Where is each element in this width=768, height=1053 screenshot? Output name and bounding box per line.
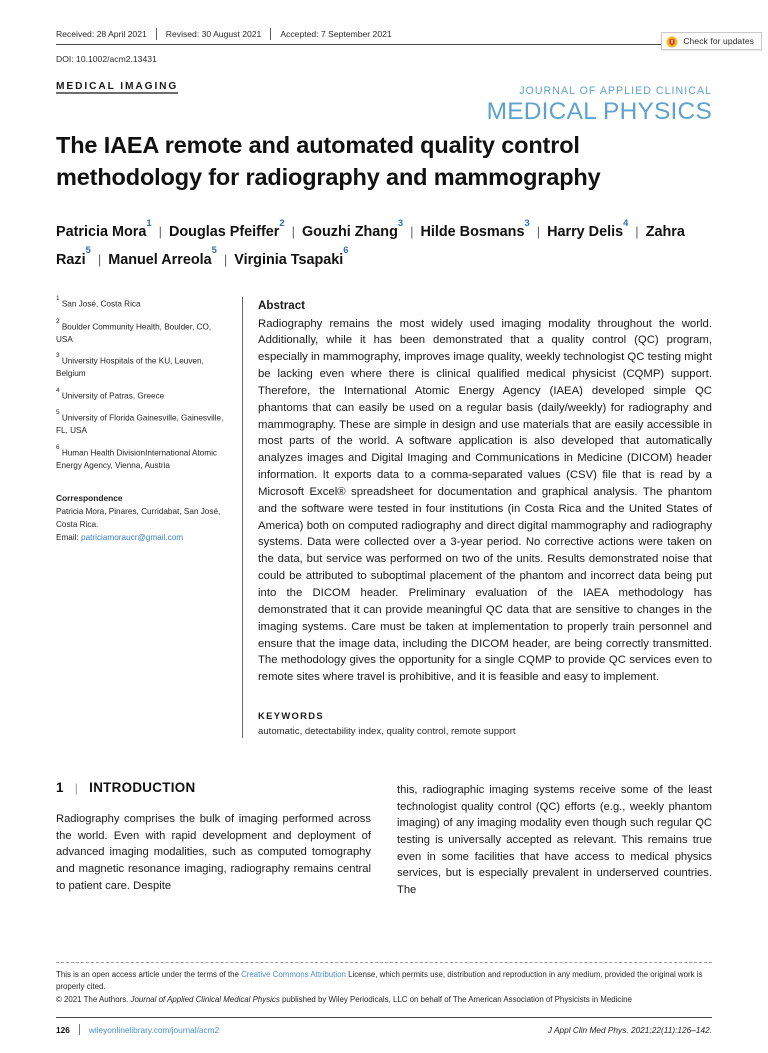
author-name: Zahra Razi [56,224,685,268]
author-separator: | [223,251,228,267]
author-list [56,218,712,273]
author-name: Harry Delis [547,224,624,241]
copyright-text [56,994,712,1006]
keywords-list: automatic, detectability index, quality control, remote support [258,726,516,738]
footer-bar [56,1017,712,1035]
paper-page [0,29,768,1053]
intro-column-left [56,780,371,898]
doi-text: DOI: 10.1002/acm2.13431 [56,54,157,64]
license-post: License, which permits use, distribution and reproduction in any medium, provided the original work is properly cited. [56,969,703,991]
author-separator: | [158,224,162,240]
correspondence-address: Patricia Mora, Pinares, Curridabat, San José, Costa Rica. [56,507,221,530]
affiliation-item [56,411,228,438]
author-2 [169,216,285,241]
front-matter [56,297,712,738]
author-7 [108,244,217,268]
affiliation-marker: 6 [56,443,60,451]
author-name: Patricia Mora [56,224,147,241]
history-revised: Revised: 30 August 2021 [165,29,262,39]
affiliation-item [56,443,228,473]
correspondence-email-row [56,532,228,545]
copyright-journal-name: Journal of Applied Clinical Medical Physics [130,994,280,1004]
history-received: Received: 28 April 2021 [56,29,147,39]
intro-text-right: this, radiographic imaging systems receive some of the least technologist quality control (QC) efforts (e.g., weekly phantom imaging) of any imaging modality even though such regular QC testing is universally accepted as relevant. This remains true even in some facilities that have access to medical physics services, but is especially prevalent in underserved countries. The [397,784,712,896]
journal-logo [487,86,712,124]
affiliation-item [56,386,228,403]
affiliation-text: San José, Costa Rica [59,300,141,310]
author-affiliation-marker: 6 [343,244,349,256]
author-name: Virginia Tsapaki [234,251,344,268]
author-name: Gouzhi Zhang [301,224,398,241]
affiliation-marker: 2 [56,317,60,325]
history-accepted: Accepted: 7 September 2021 [280,29,392,39]
affiliations-column [56,297,242,738]
intro-text-left: Radiography comprises the bulk of imaging performed across the world. Even with rapid development and deployment of advanced imaging modalities, such as computed tomography and magnetic resonance imaging, radiography remains central to patient care. Despite [56,813,371,892]
article-history [56,29,712,45]
affiliation-marker: 4 [56,386,60,394]
author-name: Manuel Arreola [108,251,212,268]
creative-commons-link[interactable]: Creative Commons Attribution [241,969,346,979]
author-affiliation-marker: 3 [524,216,530,228]
author-8 [234,244,349,268]
intro-column-right [397,780,712,898]
affiliation-item [56,297,228,311]
footer-divider [79,1024,80,1035]
affiliation-items [56,297,228,472]
abstract-heading: Abstract [258,299,306,313]
abstract-body: Radiography remains the most widely used imaging modality throughout the world. Additionally, while it has been demonstrated that a quality control (QC) program, especially in mammography, improves image quality, weekly technologist QC testing might be lacking even where there is clinical qualified medical physicist (CQMP) support. Therefore, the International Atomic Energy Agency (IAEA) developed simple QC phantoms that can easily be used on a regular basis (daily/weekly) for radiography and mammography. These are simple in design and use materials that are easily accessible in most parts of the world. A software application is also developed that automatically analyzes images and Digital Imaging and Communications in Medicine (DICOM) header information. It exports data to a comma-separated values (CSV) file that is read by a Microsoft Excel® spreadsheet for documentation and graphical analysis. The phantom and the software were tested in four institutions (in Costa Rica and the United States of America) both on computed radiography and direct digital mammography and radiography systems. Data were collected over a 3-year period. No corrective actions were taken on the data, but service was performed on two of the units. Results demonstrated noise that could be attributed to suboptimal placement of the phantom and incorrect data being put into the DICOM header. Preliminary evaluation of the IAEA methodology has demonstrated that it can provide meaningful QC data that are sensitive to changes in the imaging systems. Care must be taken at implementation to properly train personnel and ensure that the image data, including the DICOM header, are being correctly transmitted. The methodology gives the opportunity for a single CQMP to provide QC services even to remote sites where travel is prohibitive, and it is feasible and easy to implement. [258,317,712,684]
author-1 [56,216,152,241]
license-pre: This is an open access article under the terms of the [56,969,242,979]
check-for-updates-label: Check for updates [683,36,754,46]
affiliation-item [56,317,228,347]
affiliation-text: University of Florida Gainesville, Gainesville, FL, USA [56,413,224,436]
section-kicker: MEDICAL IMAGING [56,81,179,92]
journal-logo-line2: MEDICAL PHYSICS [486,97,712,125]
affiliation-marker: 1 [56,295,60,303]
page-footer [56,962,712,1035]
section-title: INTRODUCTION [89,780,196,796]
author-separator: | [291,224,295,240]
affiliation-text: University Hospitals of the KU, Leuven, Belgium [56,356,204,379]
email-link[interactable]: patriciamoraucr@gmail.com [81,532,184,542]
author-4 [420,216,530,241]
author-3 [301,216,404,241]
email-label: Email: [56,532,79,542]
author-affiliation-marker: 1 [146,216,152,228]
author-separator: | [635,224,639,240]
author-5 [547,216,629,241]
author-name: Hilde Bosmans [420,224,525,241]
affiliation-item [56,354,228,381]
copyright-pre: © 2021 The Authors. [56,994,131,1004]
keywords-heading: KEYWORDS [258,710,325,722]
correspondence-block [56,492,228,544]
author-affiliation-marker: 5 [85,244,91,256]
author-affiliation-marker: 4 [623,216,629,228]
copyright-post: published by Wiley Periodicals, LLC on behalf of The American Association of Physicists in Medicine [279,994,632,1004]
page-number: 126 [56,1024,70,1035]
journal-logo-line1: JOURNAL OF APPLIED CLINICAL [519,85,712,97]
affiliation-text: Boulder Community Health, Boulder, CO, USA [56,322,212,344]
footer-dashed-rule [56,962,712,963]
section-bar: | [74,781,79,796]
citation-text: J Appl Clin Med Phys. 2021;22(11):126–142. [547,1024,712,1035]
check-for-updates-badge[interactable] [661,32,762,50]
affiliation-marker: 3 [56,352,60,360]
author-separator: | [97,251,102,267]
author-affiliation-marker: 2 [279,216,285,228]
frontmatter-divider [242,297,243,738]
correspondence-heading: Correspondence [56,493,123,504]
author-name: Douglas Pfeiffer [169,224,280,241]
journal-site-link[interactable]: wileyonlinelibrary.com/journal/acm2 [88,1024,220,1035]
license-text [56,969,712,993]
crossmark-icon [666,35,678,47]
introduction-section [56,780,712,898]
author-affiliation-marker: 3 [397,216,404,228]
section-number: 1 [56,780,64,796]
page-title: The IAEA remote and automated quality control methodology for radiography and mammography [56,132,601,190]
author-separator: | [536,224,541,240]
author-affiliation-marker: 5 [211,244,217,256]
abstract-column [258,297,712,738]
affiliation-text: Human Health DivisionInternational Atomic Energy Agency, Vienna, Austria [56,448,218,470]
section-heading-introduction [56,780,371,795]
affiliation-marker: 5 [56,409,60,417]
affiliation-text: University of Patras, Greece [59,391,165,401]
author-separator: | [410,224,414,240]
